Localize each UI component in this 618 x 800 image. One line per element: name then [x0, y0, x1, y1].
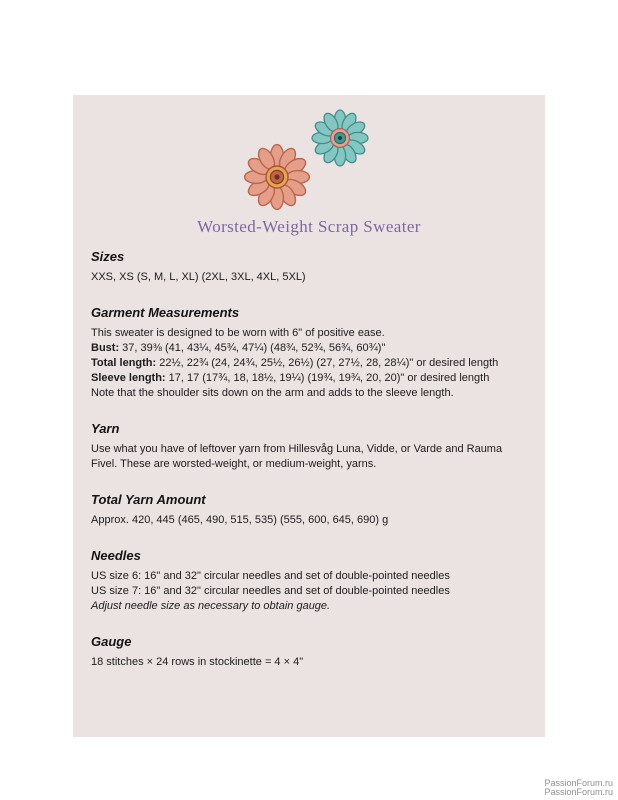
- section-total-yarn: [91, 492, 527, 528]
- sizes-text: XXS, XS (S, M, L, XL) (2XL, 3XL, 4XL, 5XL): [91, 271, 306, 283]
- total-length-label: Total length:: [91, 357, 157, 369]
- section-yarn: [91, 421, 527, 472]
- watermark-line-2: PassionForum.ru: [544, 787, 613, 797]
- section-garment-measurements: [91, 305, 527, 401]
- section-heading-garment: Garment Measurements: [91, 305, 240, 320]
- total-length-value: 22½, 22¾ (24, 24¾, 25½, 26½) (27, 27½, 28, 28¼)" or desired length: [156, 357, 499, 369]
- bust-label: Bust:: [91, 342, 120, 354]
- yarn-text: Use what you have of leftover yarn from Hillesvåg Luna, Vidde, or Varde and Rauma Fivel. These are worsted-weight, or medium-weight, yarns.: [91, 443, 503, 470]
- watermark-line-1: PassionForum.ru: [544, 778, 613, 788]
- section-heading-needles: Needles: [91, 548, 141, 563]
- section-sizes: [91, 249, 527, 285]
- shoulder-note: Note that the shoulder sits down on the arm and adds to the sleeve length.: [91, 387, 454, 399]
- section-heading-total-yarn: Total Yarn Amount: [91, 492, 206, 507]
- pattern-panel: [73, 95, 545, 737]
- gauge-text: 18 stitches × 24 rows in stockinette = 4 × 4": [91, 656, 304, 668]
- section-heading-gauge: Gauge: [91, 634, 132, 649]
- section-gauge: [91, 634, 527, 670]
- flower-illustration: [91, 109, 527, 215]
- teal-flower-icon: [311, 109, 369, 167]
- pattern-title: Worsted-Weight Scrap Sweater: [197, 217, 421, 236]
- sleeve-length-label: Sleeve length:: [91, 372, 166, 384]
- bust-line: [91, 341, 527, 356]
- needles-size7-line: US size 7: 16" and 32" circular needles and set of double-pointed needles: [91, 585, 450, 597]
- section-heading-yarn: Yarn: [91, 421, 120, 436]
- watermark: [544, 779, 613, 797]
- sleeve-length-line: [91, 371, 527, 386]
- garment-intro-text: This sweater is designed to be worn with 6" of positive ease.: [91, 327, 385, 339]
- needles-size6-line: US size 6: 16" and 32" circular needles and set of double-pointed needles: [91, 570, 450, 582]
- sleeve-length-value: 17, 17 (17¾, 18, 18½, 19¼) (19¾, 19¾, 20, 20)" or desired length: [165, 372, 490, 384]
- section-heading-sizes: Sizes: [91, 249, 125, 264]
- total-yarn-text: Approx. 420, 445 (465, 490, 515, 535) (555, 600, 645, 690) g: [91, 514, 389, 526]
- total-length-line: [91, 356, 527, 371]
- bust-value: 37, 39⅜ (41, 43¼, 45¾, 47¼) (48¾, 52¾, 56¾, 60¾)": [119, 342, 386, 354]
- needles-note: Adjust needle size as necessary to obtain gauge.: [91, 600, 331, 612]
- coral-flower-icon: [243, 143, 311, 211]
- section-needles: [91, 548, 527, 614]
